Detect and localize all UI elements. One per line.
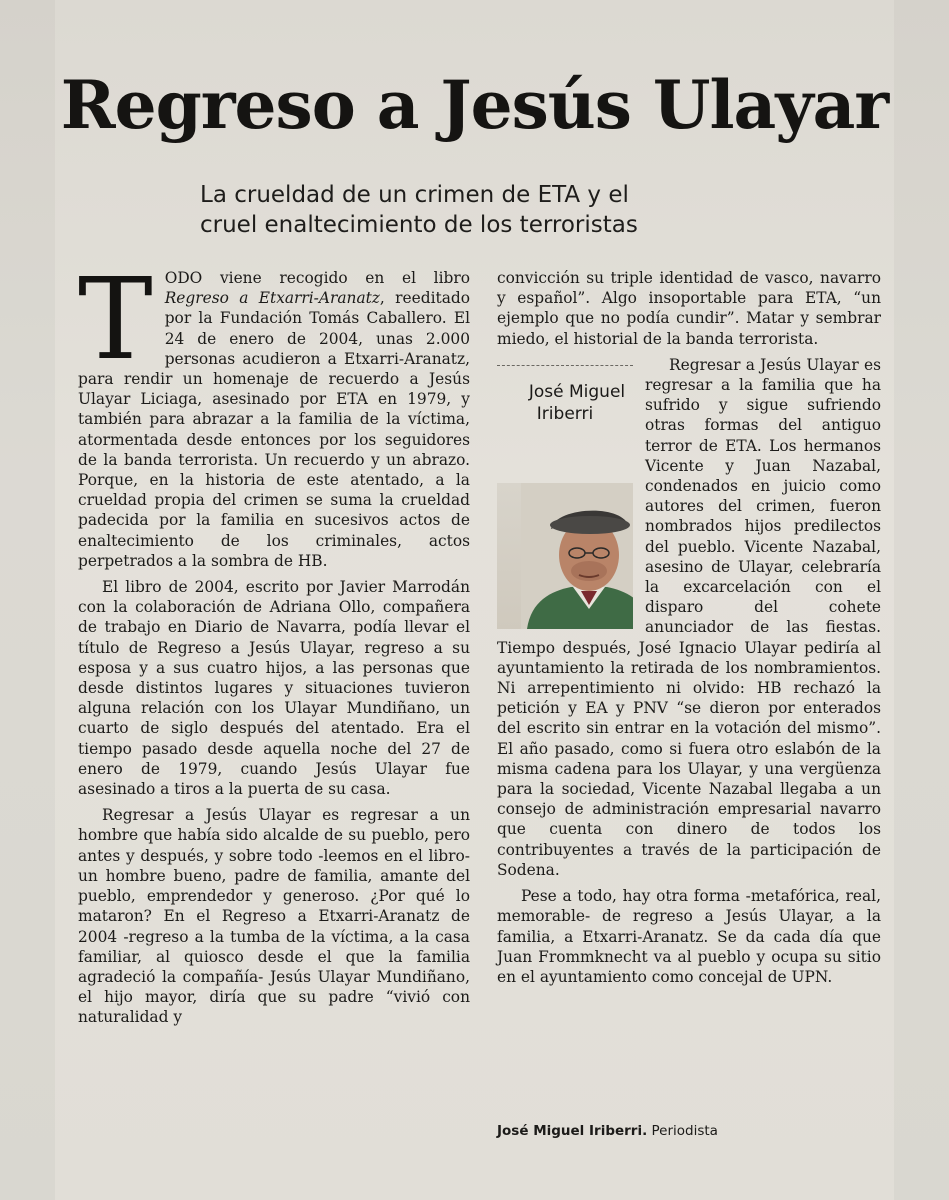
article-subhead	[200, 180, 760, 240]
paragraph-5	[497, 355, 881, 880]
author-signature	[497, 1123, 718, 1139]
author-name-line: José Miguel	[528, 381, 626, 402]
author-box-name	[497, 381, 633, 425]
signature-name: José Miguel Iriberri.	[497, 1123, 648, 1139]
paragraph-6: Pese a todo, hay otra forma -metafórica, real, memorable- de regreso a Jesús Ulayar, a la familia, a Etxarri-Aranatz. Se da cada día que Juan Frommknecht va al pueblo y ocupa su sitio en el ayuntamiento como concejal de UPN.	[497, 887, 881, 986]
signature-role: Periodista	[647, 1123, 718, 1139]
subhead-line: cruel enaltecimiento de los terroristas	[200, 212, 638, 238]
paragraph-text: Regresar a Jesús Ulayar es regresar a la familia que ha sufrido y sigue sufriendo otras formas del antiguo terror de ETA. Los hermanos Vicente y Juan Nazabal, condenados en juicio como autores del crimen, fueron nombrados hijos predilectos del pueblo. Vicente Nazabal, asesino de Ulayar, celebraría la excarcelación con el disparo del cohete anunciador de las fiestas. Tiempo después, José Ignacio Ulayar pediría al ayuntamiento la retirada de los nombramientos. Ni arrepentimiento ni olvido: HB rechazó la petición y EA y PNV “se dieron por enterados del escrito sin entrar en la votación del mismo”. El año pasado, como si fuera otro eslabón de la misma cadena para los Ulayar, y una vergüenza para la sociedad, Vicente Nazabal llegaba a un consejo de administración empresarial navarro que cuenta con dinero de todos los contribuyentes a través de la participación de Sodena.	[497, 355, 881, 879]
paragraph-3: Regresar a Jesús Ulayar es regresar a un hombre que había sido alcalde de su pueblo, pero antes y después, y sobre todo -leemos en el libro- un hombre bueno, padre de familia, amante del pueblo, emprendedor y generoso. ¿Por qué lo mataron? En el Regreso a Etxarri-Aranatz de 2004 -regreso a la tumba de la víctima, a la casa familiar, al quiosco desde el que la familia agradeció la compañía- Jesús Ulayar Mundiñano, el hijo mayor, diría que su padre “vivió con naturalidad y	[78, 806, 470, 1027]
article-headline: Regreso a Jesús Ulayar	[60, 66, 889, 144]
subhead-line: La crueldad de un crimen de ETA y el	[200, 182, 629, 208]
text-run: ODO viene recogido en el libro	[164, 269, 470, 287]
author-portrait-image	[521, 483, 633, 629]
adjacent-column-right	[894, 0, 949, 1200]
column-left	[78, 255, 470, 1034]
author-box-rule	[497, 365, 633, 366]
paragraph-4: convicción su triple identidad de vasco, navarro y español”. Algo insoportable para ETA, “un ejemplo que no podía cundir”. Matar y sembrar miedo, el historial de la banda terrorista.	[497, 269, 881, 348]
column-right	[497, 268, 881, 993]
adjacent-column-left	[0, 0, 55, 1200]
text-run: , reeditado por la Fundación Tomás Caballero. El 24 de enero de 2004, unas 2.000 personas acudieron a Etxarri-Aranatz, para rendir un homenaje de recuerdo a Jesús Ulayar Liciaga, asesinado por ETA en 1979, y también para abrazar a la familia de la víctima, atormentada desde entonces por los seguidores de la banda terrorista. Un recuerdo y un abrazo. Porque, en la historia de este atentado, a la crueldad propia del crimen se suma la crueldad padecida por la familia en sucesivos actos de enaltecimiento de los criminales, actos perpetrados a la sombra de HB.	[78, 289, 470, 570]
author-photo	[497, 483, 633, 629]
drop-cap: T	[78, 255, 153, 385]
book-title: Regreso a Etxarri-Aranatz	[164, 289, 380, 308]
author-box	[497, 365, 633, 629]
paragraph-2: El libro de 2004, escrito por Javier Marrodán con la colaboración de Adriana Ollo, compañera de trabajo en Diario de Navarra, podía llevar el título de Regreso a Jesús Ulayar, regreso a su esposa y a sus cuatro hijos, a las personas que desde distintos lugares y situaciones tuvieron alguna relación con los Ulayar Mundiñano, un cuarto de siglo después del atentado. Era el tiempo pasado desde aquella noche del 27 de enero de 1979, cuando Jesús Ulayar fue asesinado a tiros a la puerta de su casa.	[78, 578, 470, 799]
author-name-line: Iriberri	[536, 403, 594, 424]
